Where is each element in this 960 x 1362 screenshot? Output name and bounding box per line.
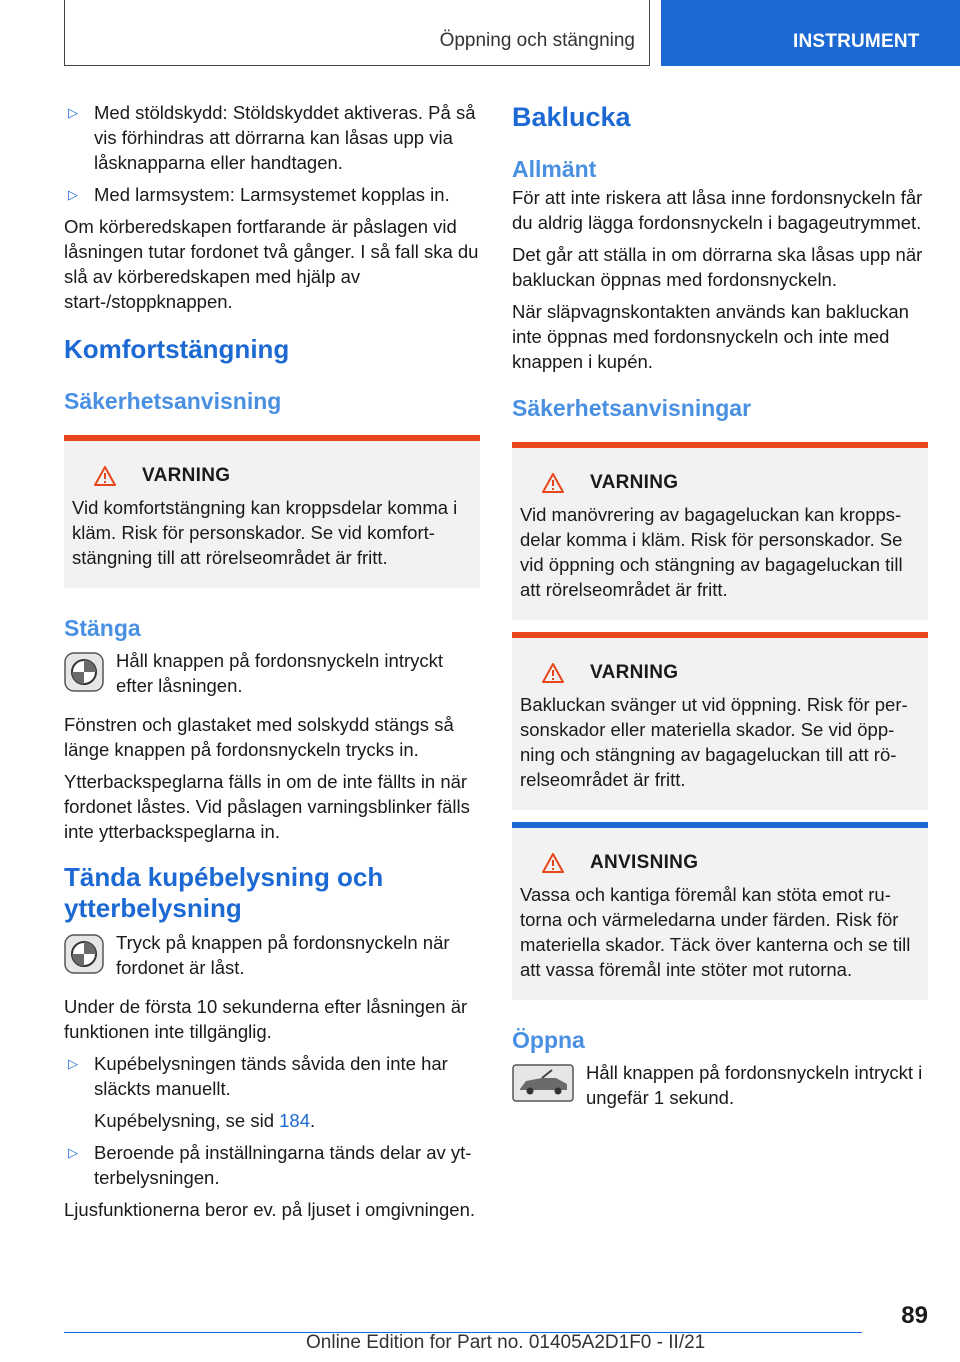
warning-label: VARNING	[142, 465, 231, 486]
footer-edition: Online Edition for Part no. 01405A2D1F0 - II/21	[306, 1332, 706, 1353]
chapter-tab-label: INSTRUMENT	[793, 31, 920, 52]
section-title-box	[64, 0, 650, 66]
right-column	[512, 100, 928, 1110]
warning-label: VARNING	[590, 662, 679, 683]
bmw-key-button-icon	[64, 652, 104, 692]
list-item: ▷ Kupébelysningen tänds såvida den inte har släckts manuellt.	[68, 1053, 448, 1099]
subheading-sakerhetsanvisningar: Säkerhetsanvisningar	[512, 395, 752, 421]
page-header	[64, 0, 960, 66]
key-instruction-text: Håll knappen på fordonsnyckeln intryckt i ungefär 1 sekund.	[586, 1062, 923, 1108]
paragraph: Ytterbackspeglarna fälls in om de inte fällts in när fordonet låstes. Vid påslagen varningsblinker fälls inte ytterbackspeglarna in.	[64, 771, 470, 842]
subheading-oppna: Öppna	[512, 1027, 585, 1053]
triangle-bullet-icon: ▷	[68, 1145, 78, 1160]
page-number: 89	[901, 1302, 928, 1329]
warning-text: Bakluckan svänger ut vid öppning. Risk för personskador eller materiella skador. Se vid öppning och stängning av bagageluckan till att rörelseområdet är fritt.	[520, 694, 908, 790]
warning-callout	[512, 632, 928, 810]
notice-text: Vassa och kantiga föremål kan stöta emot rutorna och värmeledarna under färden. Risk för materiella skador. Täck över kanterna och se till att vassa föremål inte stöter mot rutorna.	[520, 884, 911, 980]
heading-komfortstangning: Komfortstängning	[64, 334, 290, 364]
warning-text: Vid manövrering av bagageluckan kan kroppsdelar komma i kläm. Risk för personskador. Se vid öppning och stängning av bagageluckan till att rörelseområdet är fritt.	[520, 504, 903, 600]
key-instruction	[512, 1060, 928, 1110]
page-reference: Kupébelysning, se sid 184.	[94, 1110, 316, 1131]
left-column	[64, 100, 480, 1229]
paragraph: För att inte riskera att låsa inne fordonsnyckeln får du aldrig lägga fordonsnyckeln i bagageutrymmet.	[512, 187, 923, 233]
heading-tanda-belysning: Tända kupébelysning och ytterbelysning	[64, 862, 384, 923]
paragraph: Under de första 10 sekunderna efter låsningen är funktionen inte tillgänglig.	[64, 996, 468, 1042]
warning-text: Vid komfortstängning kan kroppsdelar komma i kläm. Risk för personskador. Se vid komfortstängning till att rörelseområdet är fritt.	[72, 497, 458, 568]
list-item: ▷ Med stöldskydd: Stöldskyddet aktiveras. På så vis förhindras att dörrarna kan låsas upp via låsknapparna eller handtagen.	[68, 102, 476, 173]
paragraph: Fönstren och glastaket med solskydd stängs så länge knappen på fordonsnyckeln trycks in.	[64, 714, 454, 760]
warning-callout	[64, 435, 480, 588]
warning-label: VARNING	[590, 472, 679, 493]
warning-triangle-icon	[542, 473, 564, 493]
subheading-allmant: Allmänt	[512, 156, 597, 182]
triangle-bullet-icon: ▷	[68, 187, 78, 202]
warning-triangle-icon	[542, 853, 564, 873]
subheading-sakerhetsanvisning: Säkerhetsanvisning	[64, 388, 282, 414]
warning-triangle-icon	[94, 466, 116, 486]
list-item: ▷ Med larmsystem: Larmsystemet kopplas in.	[68, 184, 450, 205]
bmw-key-button-icon	[64, 934, 104, 974]
key-instruction-text: Tryck på knappen på fordonsnyckeln när fordonet är låst.	[116, 932, 450, 978]
warning-callout	[512, 442, 928, 620]
warning-triangle-icon	[542, 663, 564, 683]
subheading-stanga: Stänga	[64, 615, 141, 641]
paragraph: När släpvagnskontakten används kan bakluckan inte öppnas med fordonsnyckeln och inte med knappen i kupén.	[512, 301, 909, 372]
page-link[interactable]: 184	[279, 1110, 310, 1131]
triangle-bullet-icon: ▷	[68, 1056, 78, 1071]
tailgate-car-icon	[512, 1064, 574, 1102]
key-instruction	[64, 930, 480, 980]
paragraph: Det går att ställa in om dörrarna ska låsas upp när bakluckan öppnas med fordonsnyckeln.	[512, 244, 923, 290]
notice-label: ANVISNING	[590, 852, 699, 873]
chapter-tab[interactable]	[661, 0, 960, 66]
key-instruction-text: Håll knappen på fordonsnyckeln intryckt efter låsningen.	[116, 650, 444, 696]
section-title: Öppning och stängning	[439, 30, 635, 51]
heading-baklucka: Baklucka	[512, 102, 631, 132]
paragraph: Ljusfunktionerna beror ev. på ljuset i omgivningen.	[64, 1199, 476, 1220]
triangle-bullet-icon: ▷	[68, 105, 78, 120]
list-item: ▷ Beroende på inställningarna tänds delar av ytterbelysningen.	[68, 1142, 472, 1188]
paragraph: Om körberedskapen fortfarande är påslagen vid låsningen tutar fordonet två gånger. I så fall ska du slå av körberedskapen med hjälp av start-/stoppknappen.	[64, 216, 479, 312]
notice-callout	[512, 822, 928, 1000]
key-instruction	[64, 648, 480, 698]
